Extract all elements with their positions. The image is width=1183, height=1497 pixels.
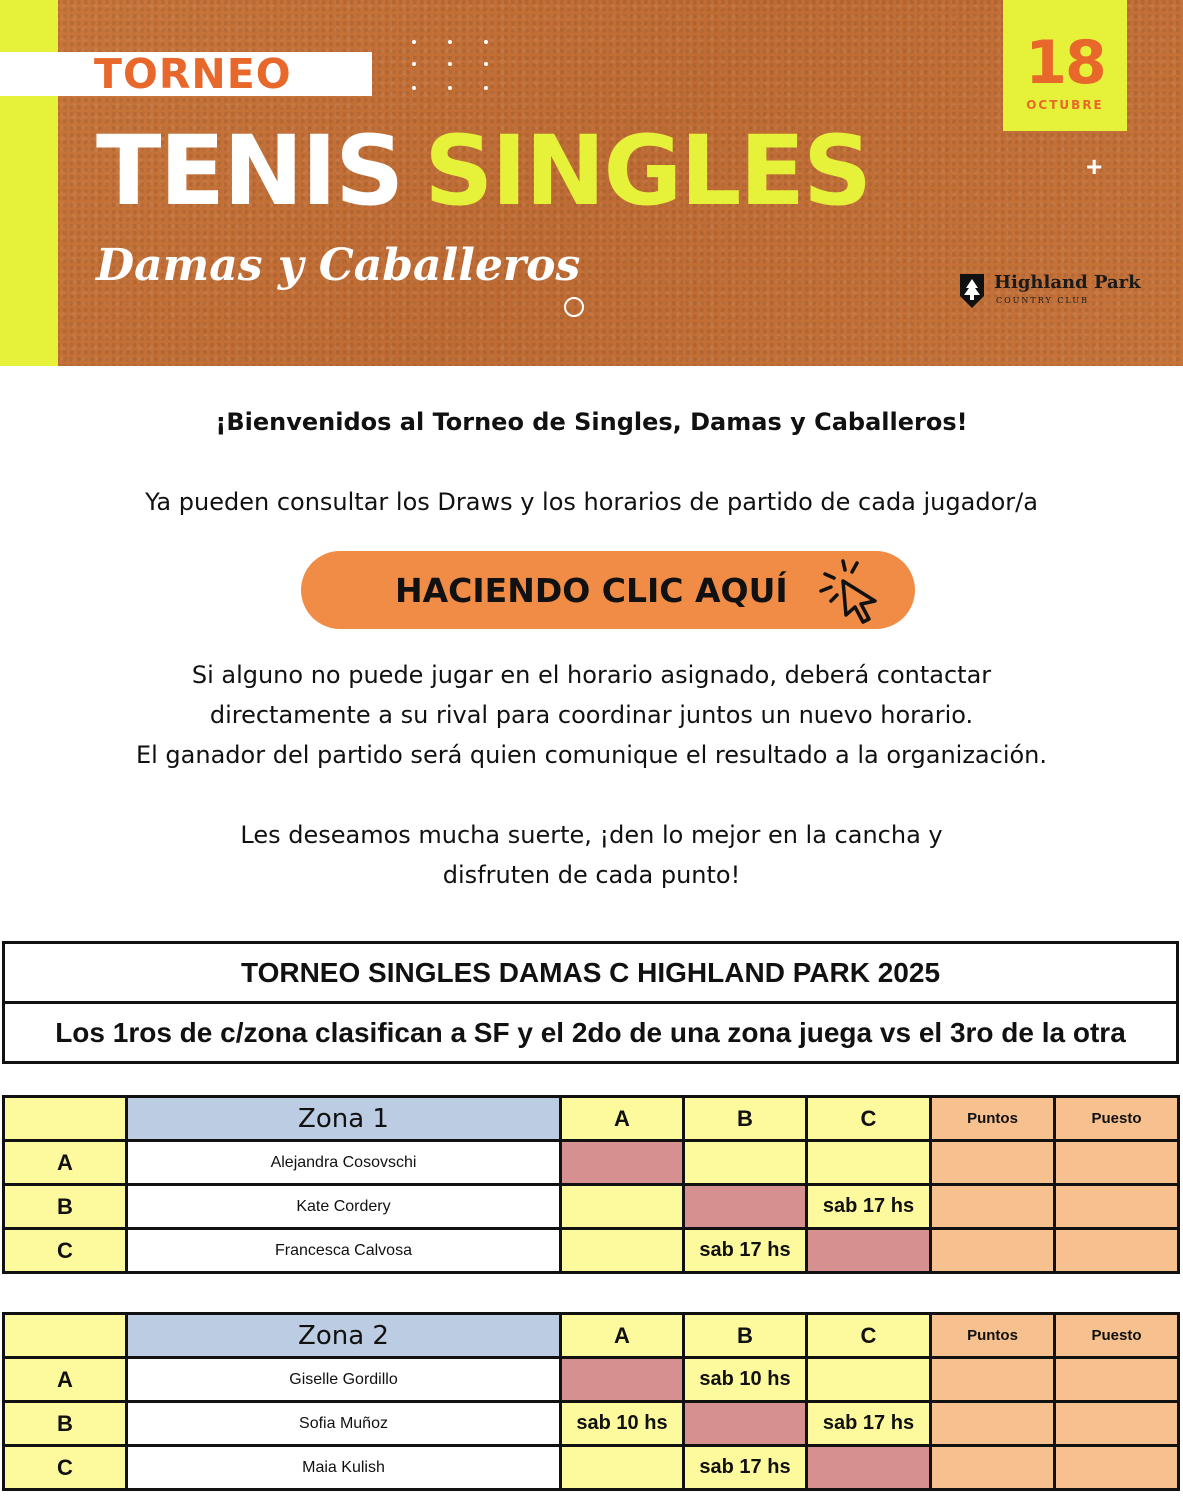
match-cell	[684, 1141, 807, 1185]
match-cell: sab 17 hs	[684, 1229, 807, 1273]
player-name: Sofia Muñoz	[127, 1402, 561, 1446]
col-header-puesto: Puesto	[1055, 1097, 1179, 1141]
col-header-puntos: Puntos	[931, 1314, 1055, 1358]
match-cell	[561, 1358, 684, 1402]
match-cell	[807, 1358, 931, 1402]
highland-park-logo	[958, 272, 1158, 312]
zona-2-table	[2, 1312, 1180, 1491]
corner-cell	[4, 1097, 127, 1141]
title-tenis: TENIS	[96, 115, 403, 227]
puntos-cell	[931, 1141, 1055, 1185]
row-letter: B	[4, 1185, 127, 1229]
match-cell: sab 10 hs	[561, 1402, 684, 1446]
header-banner	[0, 0, 1183, 366]
match-cell: sab 17 hs	[684, 1446, 807, 1490]
instructions-line-1: Si alguno no puede jugar en el horario asignado, deberá contactar	[191, 661, 992, 689]
col-header-c: C	[807, 1314, 931, 1358]
player-name: Giselle Gordillo	[127, 1358, 561, 1402]
shield-tree-icon	[958, 272, 986, 310]
match-cell: sab 17 hs	[807, 1402, 931, 1446]
match-cell	[807, 1229, 931, 1273]
table-row	[4, 1141, 1179, 1185]
instructions-paragraph	[0, 655, 1183, 775]
puesto-cell	[1055, 1185, 1179, 1229]
match-cell	[561, 1229, 684, 1273]
click-here-label: HACIENDO CLIC AQUÍ	[395, 571, 788, 610]
date-badge	[1003, 0, 1127, 131]
corner-cell	[4, 1314, 127, 1358]
zona-name: Zona 2	[127, 1314, 561, 1358]
row-letter: B	[4, 1402, 127, 1446]
puesto-cell	[1055, 1446, 1179, 1490]
torneo-label: TORNEO	[94, 50, 292, 98]
match-cell	[807, 1446, 931, 1490]
col-header-b: B	[684, 1314, 807, 1358]
tournament-title-table	[2, 941, 1179, 1064]
tournament-rule: Los 1ros de c/zona clasifican a SF y el 2do de una zona juega vs el 3ro de la otra	[55, 1016, 1126, 1048]
instructions-line-2: directamente a su rival para coordinar juntos un nuevo horario.	[209, 701, 974, 729]
row-letter: A	[4, 1358, 127, 1402]
ring-decoration-icon	[564, 297, 584, 317]
match-cell: sab 17 hs	[807, 1185, 931, 1229]
match-cell	[684, 1402, 807, 1446]
table-row	[4, 1185, 1179, 1229]
col-header-a: A	[561, 1314, 684, 1358]
puntos-cell	[931, 1185, 1055, 1229]
good-luck-line-2: disfruten de cada punto!	[442, 861, 741, 889]
banner-subtitle: Damas y Caballeros	[96, 240, 581, 291]
click-here-button[interactable]	[301, 551, 915, 629]
table-row	[4, 1446, 1179, 1490]
table-row	[4, 1358, 1179, 1402]
date-day: 18	[1025, 28, 1105, 98]
match-cell	[807, 1141, 931, 1185]
table-row	[4, 1229, 1179, 1273]
table-header-row	[4, 1097, 1179, 1141]
player-name: Francesca Calvosa	[127, 1229, 561, 1273]
table-header-row	[4, 1314, 1179, 1358]
row-letter: A	[4, 1141, 127, 1185]
banner-title	[96, 116, 870, 226]
puntos-cell	[931, 1446, 1055, 1490]
puesto-cell	[1055, 1141, 1179, 1185]
player-name: Alejandra Cosovschi	[127, 1141, 561, 1185]
col-header-c: C	[807, 1097, 931, 1141]
consult-text: Ya pueden consultar los Draws y los horarios de partido de cada jugador/a	[145, 488, 1038, 516]
col-header-b: B	[684, 1097, 807, 1141]
welcome-heading: ¡Bienvenidos al Torneo de Singles, Damas y Caballeros!	[215, 408, 968, 436]
dots-decoration-icon	[410, 38, 500, 98]
match-cell	[561, 1141, 684, 1185]
table-row	[4, 1402, 1179, 1446]
match-cell	[684, 1185, 807, 1229]
player-name: Maia Kulish	[127, 1446, 561, 1490]
puesto-cell	[1055, 1402, 1179, 1446]
tournament-title: TORNEO SINGLES DAMAS C HIGHLAND PARK 2025	[5, 944, 1176, 1004]
player-name: Kate Cordery	[127, 1185, 561, 1229]
row-letter: C	[4, 1229, 127, 1273]
logo-subtitle: COUNTRY CLUB	[996, 296, 1089, 305]
date-month: OCTUBRE	[1026, 98, 1104, 112]
good-luck-paragraph	[0, 815, 1183, 895]
puesto-cell	[1055, 1358, 1179, 1402]
puntos-cell	[931, 1358, 1055, 1402]
puntos-cell	[931, 1229, 1055, 1273]
instructions-line-3: El ganador del partido será quien comunique el resultado a la organización.	[135, 741, 1048, 769]
cursor-click-icon	[811, 557, 891, 627]
zona-1-table	[2, 1095, 1180, 1274]
col-header-puesto: Puesto	[1055, 1314, 1179, 1358]
row-letter: C	[4, 1446, 127, 1490]
match-cell	[561, 1185, 684, 1229]
puntos-cell	[931, 1402, 1055, 1446]
col-header-puntos: Puntos	[931, 1097, 1055, 1141]
logo-name: Highland Park	[994, 272, 1141, 293]
plus-decoration-icon: +	[1086, 151, 1103, 182]
good-luck-line-1: Les deseamos mucha suerte, ¡den lo mejor en la cancha y	[240, 821, 943, 849]
match-cell: sab 10 hs	[684, 1358, 807, 1402]
title-singles: SINGLES	[424, 115, 871, 227]
match-cell	[561, 1446, 684, 1490]
puesto-cell	[1055, 1229, 1179, 1273]
col-header-a: A	[561, 1097, 684, 1141]
zona-name: Zona 1	[127, 1097, 561, 1141]
